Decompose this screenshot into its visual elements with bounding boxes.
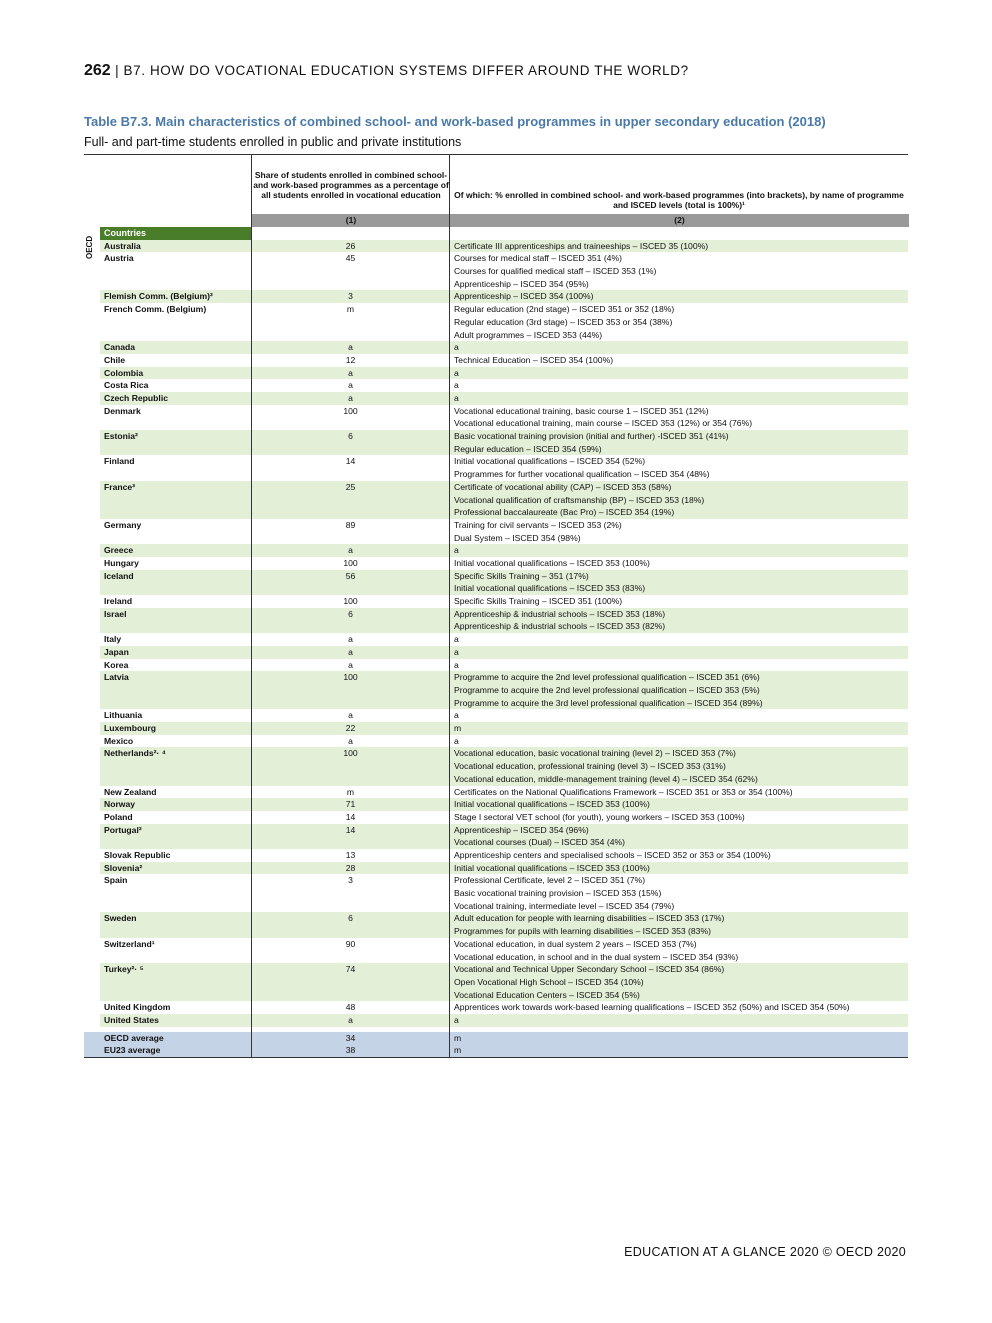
country-name: Czech Republic bbox=[100, 392, 251, 405]
programme-list bbox=[449, 786, 908, 799]
average-row bbox=[84, 1044, 908, 1057]
table-row bbox=[84, 341, 908, 354]
share-value: 100 bbox=[251, 557, 449, 570]
table-row bbox=[84, 595, 908, 608]
table-row bbox=[84, 252, 908, 290]
programme-entry: a bbox=[454, 380, 459, 391]
programme-entry: Vocational education, in dual system 2 years – ISCED 353 (7%) bbox=[454, 938, 697, 949]
country-name: Hungary bbox=[104, 558, 139, 568]
header-separator: | bbox=[115, 63, 120, 78]
average-row bbox=[84, 1032, 908, 1045]
programme-entry: Apprenticeship – ISCED 354 (100%) bbox=[454, 291, 594, 302]
table-row bbox=[84, 481, 908, 519]
country-name: Israel bbox=[100, 608, 251, 633]
countries-group-row bbox=[84, 227, 908, 240]
average-share: 38 bbox=[251, 1044, 449, 1057]
country-name: Poland bbox=[104, 811, 133, 822]
share-value: 6 bbox=[251, 912, 449, 937]
data-table bbox=[84, 154, 908, 1058]
table-row bbox=[84, 747, 908, 785]
table-row bbox=[84, 367, 908, 380]
programme-entry: Programme to acquire the 2nd level professional qualification – ISCED 351 (6%) bbox=[454, 672, 760, 683]
share-value: 12 bbox=[251, 354, 449, 367]
programme-entry: Vocational education, middle-management training (level 4) – ISCED 354 (62%) bbox=[454, 773, 758, 784]
averages-block bbox=[84, 1032, 908, 1058]
table-row bbox=[84, 430, 908, 455]
table-row bbox=[84, 455, 908, 480]
programme-entry: Initial vocational qualifications – ISCED 353 (83%) bbox=[454, 583, 646, 594]
programme-entry: Vocational education, professional training (level 3) – ISCED 353 (31%) bbox=[454, 761, 726, 772]
country-name: French Comm. (Belgium) bbox=[104, 304, 207, 315]
programme-list bbox=[449, 455, 908, 480]
country-name: Chile bbox=[104, 354, 126, 365]
share-value: 100 bbox=[251, 405, 449, 430]
programme-entry: Vocational Education Centers – ISCED 354 (5%) bbox=[454, 989, 640, 1000]
country-name: Slovenia² bbox=[100, 862, 251, 875]
share-value: 89 bbox=[251, 519, 449, 544]
table-row bbox=[84, 557, 908, 570]
share-value: 14 bbox=[251, 824, 449, 849]
programme-entry: Programme to acquire the 2nd level professional qualification – ISCED 353 (5%) bbox=[454, 684, 760, 695]
programme-list bbox=[449, 824, 908, 849]
programme-list bbox=[449, 874, 908, 912]
programme-entry: Initial vocational qualifications – ISCED 353 (100%) bbox=[454, 799, 650, 810]
programme-entry: Vocational education, basic vocational training (level 2) – ISCED 353 (7%) bbox=[454, 748, 736, 759]
country-name: Portugal² bbox=[100, 824, 251, 849]
page-footer: EDUCATION AT A GLANCE 2020 © OECD 2020 bbox=[624, 1245, 906, 1259]
table-row bbox=[84, 633, 908, 646]
table-subtitle: Full- and part-time students enrolled in public and private institutions bbox=[84, 135, 462, 149]
programme-entry: Regular education – ISCED 354 (59%) bbox=[454, 443, 602, 454]
country-name: Switzerland¹ bbox=[104, 938, 155, 949]
programme-list bbox=[449, 798, 908, 811]
table-row bbox=[84, 811, 908, 824]
table-row bbox=[84, 786, 908, 799]
page-header bbox=[84, 62, 689, 80]
programme-entry: Professional baccalaureate (Bac Pro) – ISCED 354 (19%) bbox=[454, 507, 675, 518]
programme-entry: a bbox=[454, 1014, 459, 1025]
share-value: 22 bbox=[251, 722, 449, 735]
programme-entry: Specific Skills Training – ISCED 351 (100%) bbox=[454, 596, 623, 607]
country-name: Denmark bbox=[104, 405, 141, 416]
programme-list bbox=[449, 481, 908, 519]
country-name: Mexico bbox=[104, 735, 134, 746]
programme-entry: Vocational training, intermediate level – ISCED 354 (79%) bbox=[454, 900, 675, 911]
share-value: 26 bbox=[251, 240, 449, 253]
share-value: 25 bbox=[251, 481, 449, 519]
programme-entry: Open Vocational High School – ISCED 354 (10%) bbox=[454, 976, 644, 987]
share-value: a bbox=[251, 633, 449, 646]
table-row bbox=[84, 671, 908, 709]
share-value: 28 bbox=[251, 862, 449, 875]
programme-entry: a bbox=[454, 646, 459, 657]
programme-list bbox=[449, 544, 908, 557]
column-number-1: (1) bbox=[251, 214, 450, 227]
table-row bbox=[84, 722, 908, 735]
table-row bbox=[84, 798, 908, 811]
country-name: Korea bbox=[104, 659, 129, 670]
programme-entry: a bbox=[454, 393, 459, 404]
programme-entry: Vocational educational training, main course – ISCED 353 (12%) or 354 (76%) bbox=[454, 418, 753, 429]
country-name: Spain bbox=[104, 875, 128, 886]
column-header-share: Share of students enrolled in combined school- and work-based programmes as a percentage of all students enrolled in vocational education bbox=[251, 155, 450, 214]
country-name: Sweden bbox=[100, 912, 251, 937]
country-name: Turkey²· ⁵ bbox=[100, 963, 251, 1001]
programme-list bbox=[449, 659, 908, 672]
share-value: 48 bbox=[251, 1001, 449, 1014]
programme-entry: a bbox=[454, 735, 459, 746]
table-row bbox=[84, 290, 908, 303]
country-name: Japan bbox=[100, 646, 251, 659]
table-row bbox=[84, 874, 908, 912]
programme-entry: Courses for medical staff – ISCED 351 (4%) bbox=[454, 253, 622, 264]
share-value: 6 bbox=[251, 608, 449, 633]
share-value: a bbox=[251, 341, 449, 354]
programme-entry: a bbox=[454, 634, 459, 645]
programme-entry: Dual System – ISCED 354 (98%) bbox=[454, 532, 581, 543]
programme-entry: Apprenticeship – ISCED 354 (96%) bbox=[454, 824, 589, 835]
programme-list bbox=[449, 722, 908, 735]
share-value: m bbox=[251, 786, 449, 799]
programme-entry: Apprenticeship – ISCED 354 (95%) bbox=[454, 278, 589, 289]
programme-entry: Programme to acquire the 3rd level professional qualification – ISCED 354 (89%) bbox=[454, 697, 763, 708]
share-value: a bbox=[251, 379, 449, 392]
programme-list bbox=[449, 862, 908, 875]
page-number: 262 bbox=[84, 62, 111, 79]
country-name: United States bbox=[100, 1014, 251, 1027]
table-row bbox=[84, 735, 908, 748]
table-body bbox=[84, 240, 908, 1027]
country-name: Australia bbox=[100, 240, 251, 253]
share-value: 100 bbox=[251, 671, 449, 709]
table-row bbox=[84, 240, 908, 253]
programme-entry: Initial vocational qualifications – ISCED 354 (52%) bbox=[454, 456, 646, 467]
country-name: France³ bbox=[100, 481, 251, 519]
table-row bbox=[84, 544, 908, 557]
programme-list bbox=[449, 392, 908, 405]
country-name: Ireland bbox=[104, 596, 133, 607]
share-value: 6 bbox=[251, 430, 449, 455]
programme-list bbox=[449, 1001, 908, 1014]
table-row bbox=[84, 354, 908, 367]
share-value: a bbox=[251, 392, 449, 405]
country-name: Italy bbox=[104, 634, 122, 645]
country-name: Costa Rica bbox=[104, 380, 149, 391]
programme-list bbox=[449, 1014, 908, 1027]
country-name: United Kingdom bbox=[104, 1002, 171, 1013]
programme-entry: Vocational education, in school and in the dual system – ISCED 354 (93%) bbox=[454, 951, 739, 962]
programme-entry: Certificate III apprenticeships and traineeships – ISCED 35 (100%) bbox=[454, 240, 709, 251]
programme-entry: Apprenticeship & industrial schools – ISCED 353 (82%) bbox=[454, 621, 666, 632]
programme-list bbox=[449, 290, 908, 303]
programme-entry: a bbox=[454, 545, 459, 556]
share-value: m bbox=[251, 303, 449, 341]
programme-entry: Vocational educational training, basic course 1 – ISCED 351 (12%) bbox=[454, 405, 709, 416]
table-row bbox=[84, 938, 908, 963]
table-title: Table B7.3. Main characteristics of combined school- and work-based programmes in upper secondary education (2018) bbox=[84, 114, 826, 129]
column-number-row bbox=[84, 214, 908, 227]
share-value: a bbox=[251, 367, 449, 380]
programme-list bbox=[449, 557, 908, 570]
country-name: Flemish Comm. (Belgium)² bbox=[100, 290, 251, 303]
programme-list bbox=[449, 646, 908, 659]
country-name: Austria bbox=[104, 253, 134, 264]
programme-entry: Adult education for people with learning disabilities – ISCED 353 (17%) bbox=[454, 913, 725, 924]
programme-list bbox=[449, 671, 908, 709]
programme-list bbox=[449, 379, 908, 392]
programme-entry: Courses for qualified medical staff – ISCED 353 (1%) bbox=[454, 266, 657, 277]
share-value: 74 bbox=[251, 963, 449, 1001]
country-name: Colombia bbox=[100, 367, 251, 380]
programme-list bbox=[449, 849, 908, 862]
country-name: Estonia² bbox=[100, 430, 251, 455]
country-name: Latvia bbox=[100, 671, 251, 709]
programme-entry: Certificates on the National Qualifications Framework – ISCED 351 or 353 or 354 (100%) bbox=[454, 786, 793, 797]
programme-entry: Vocational courses (Dual) – ISCED 354 (4%) bbox=[454, 837, 625, 848]
programme-entry: Programmes for pupils with learning disabilities – ISCED 353 (83%) bbox=[454, 926, 711, 937]
table-row bbox=[84, 379, 908, 392]
share-value: 90 bbox=[251, 938, 449, 963]
programme-entry: Vocational and Technical Upper Secondary School – ISCED 354 (86%) bbox=[454, 964, 725, 975]
programme-entry: Basic vocational training provision – ISCED 353 (15%) bbox=[454, 888, 662, 899]
programme-entry: Technical Education – ISCED 354 (100%) bbox=[454, 354, 614, 365]
programme-entry: Apprentices work towards work-based learning qualifications – ISCED 352 (50%) and ISCED 354 (50%) bbox=[454, 1002, 850, 1013]
country-name: New Zealand bbox=[104, 786, 157, 797]
average-share: 34 bbox=[251, 1032, 449, 1045]
programme-entry: a bbox=[454, 710, 459, 721]
programme-entry: Vocational qualification of craftsmanship (BP) – ISCED 353 (18%) bbox=[454, 494, 705, 505]
programme-list bbox=[449, 747, 908, 785]
programme-entry: a bbox=[454, 367, 459, 378]
programme-entry: Apprenticeship centers and specialised schools – ISCED 352 or 353 or 354 (100%) bbox=[454, 849, 771, 860]
country-name: Netherlands²· ⁴ bbox=[100, 747, 251, 785]
table-row bbox=[84, 570, 908, 595]
country-name: Canada bbox=[100, 341, 251, 354]
programme-list bbox=[449, 240, 908, 253]
table-row bbox=[84, 1014, 908, 1027]
table-row bbox=[84, 862, 908, 875]
programme-entry: Initial vocational qualifications – ISCED 353 (100%) bbox=[454, 558, 650, 568]
programme-list bbox=[449, 430, 908, 455]
programme-list bbox=[449, 608, 908, 633]
share-value: 14 bbox=[251, 811, 449, 824]
table-row bbox=[84, 824, 908, 849]
oecd-side-label: OECD bbox=[85, 235, 94, 259]
column-header-programmes: Of which: % enrolled in combined school- and work-based programmes (into brackets), by name of programme and ISCED levels (total is 100%)¹ bbox=[449, 155, 908, 214]
programme-entry: Apprenticeship & industrial schools – ISCED 353 (18%) bbox=[454, 608, 666, 619]
programme-list bbox=[449, 709, 908, 722]
share-value: 56 bbox=[251, 570, 449, 595]
countries-label: Countries bbox=[100, 227, 251, 240]
programme-list bbox=[449, 341, 908, 354]
table-row bbox=[84, 303, 908, 341]
programme-list bbox=[449, 633, 908, 646]
programme-entry: Training for civil servants – ISCED 353 (2%) bbox=[454, 519, 622, 530]
share-value: a bbox=[251, 735, 449, 748]
programme-entry: Regular education (3rd stage) – ISCED 353 or 354 (38%) bbox=[454, 316, 673, 327]
table-row bbox=[84, 849, 908, 862]
table-row bbox=[84, 659, 908, 672]
average-programmes: m bbox=[449, 1044, 908, 1057]
table-row bbox=[84, 646, 908, 659]
programme-list bbox=[449, 938, 908, 963]
section-title: B7. HOW DO VOCATIONAL EDUCATION SYSTEMS DIFFER AROUND THE WORLD? bbox=[123, 63, 689, 78]
average-label: EU23 average bbox=[100, 1044, 251, 1057]
share-value: 13 bbox=[251, 849, 449, 862]
programme-list bbox=[449, 963, 908, 1001]
country-name: Greece bbox=[100, 544, 251, 557]
country-name: Luxembourg bbox=[100, 722, 251, 735]
share-value: 45 bbox=[251, 252, 449, 290]
programme-list bbox=[449, 405, 908, 430]
table-row bbox=[84, 608, 908, 633]
programme-entry: Programmes for further vocational qualification – ISCED 354 (48%) bbox=[454, 469, 710, 480]
average-programmes: m bbox=[449, 1032, 908, 1045]
programme-entry: Adult programmes – ISCED 353 (44%) bbox=[454, 329, 603, 340]
programme-entry: a bbox=[454, 342, 459, 353]
country-name: Germany bbox=[104, 519, 142, 530]
share-value: 71 bbox=[251, 798, 449, 811]
average-label: OECD average bbox=[100, 1032, 251, 1045]
country-name: Slovak Republic bbox=[104, 849, 171, 860]
share-value: 3 bbox=[251, 290, 449, 303]
country-name: Norway bbox=[100, 798, 251, 811]
share-value: a bbox=[251, 659, 449, 672]
share-value: a bbox=[251, 1014, 449, 1027]
programme-list bbox=[449, 735, 908, 748]
share-value: a bbox=[251, 709, 449, 722]
country-name: Iceland bbox=[100, 570, 251, 595]
programme-list bbox=[449, 354, 908, 367]
programme-list bbox=[449, 570, 908, 595]
table-header bbox=[84, 154, 908, 214]
table-row bbox=[84, 392, 908, 405]
programme-entry: Basic vocational training provision (initial and further) -ISCED 351 (41%) bbox=[454, 431, 729, 442]
table-row bbox=[84, 405, 908, 430]
country-name: Lithuania bbox=[104, 710, 143, 721]
programme-entry: Regular education (2nd stage) – ISCED 351 or 352 (18%) bbox=[454, 304, 675, 315]
programme-list bbox=[449, 519, 908, 544]
programme-list bbox=[449, 595, 908, 608]
programme-entry: Specific Skills Training – 351 (17%) bbox=[454, 570, 589, 581]
share-value: 3 bbox=[251, 874, 449, 912]
programme-entry: m bbox=[454, 723, 462, 734]
programme-list bbox=[449, 252, 908, 290]
programme-list bbox=[449, 912, 908, 937]
table-row bbox=[84, 963, 908, 1001]
table-row bbox=[84, 912, 908, 937]
column-number-2: (2) bbox=[449, 214, 909, 227]
programme-entry: Professional Certificate, level 2 – ISCED 351 (7%) bbox=[454, 875, 646, 886]
table-row bbox=[84, 519, 908, 544]
programme-entry: a bbox=[454, 659, 459, 670]
country-name: Finland bbox=[104, 456, 135, 467]
programme-list bbox=[449, 303, 908, 341]
share-value: a bbox=[251, 544, 449, 557]
programme-list bbox=[449, 367, 908, 380]
programme-entry: Stage I sectoral VET school (for youth), young workers – ISCED 353 (100%) bbox=[454, 811, 745, 822]
programme-entry: Initial vocational qualifications – ISCED 353 (100%) bbox=[454, 862, 650, 873]
share-value: a bbox=[251, 646, 449, 659]
share-value: 14 bbox=[251, 455, 449, 480]
programme-list bbox=[449, 811, 908, 824]
programme-entry: Certificate of vocational ability (CAP) – ISCED 353 (58%) bbox=[454, 481, 672, 492]
table-row bbox=[84, 709, 908, 722]
table-row bbox=[84, 1001, 908, 1014]
share-value: 100 bbox=[251, 595, 449, 608]
share-value: 100 bbox=[251, 747, 449, 785]
